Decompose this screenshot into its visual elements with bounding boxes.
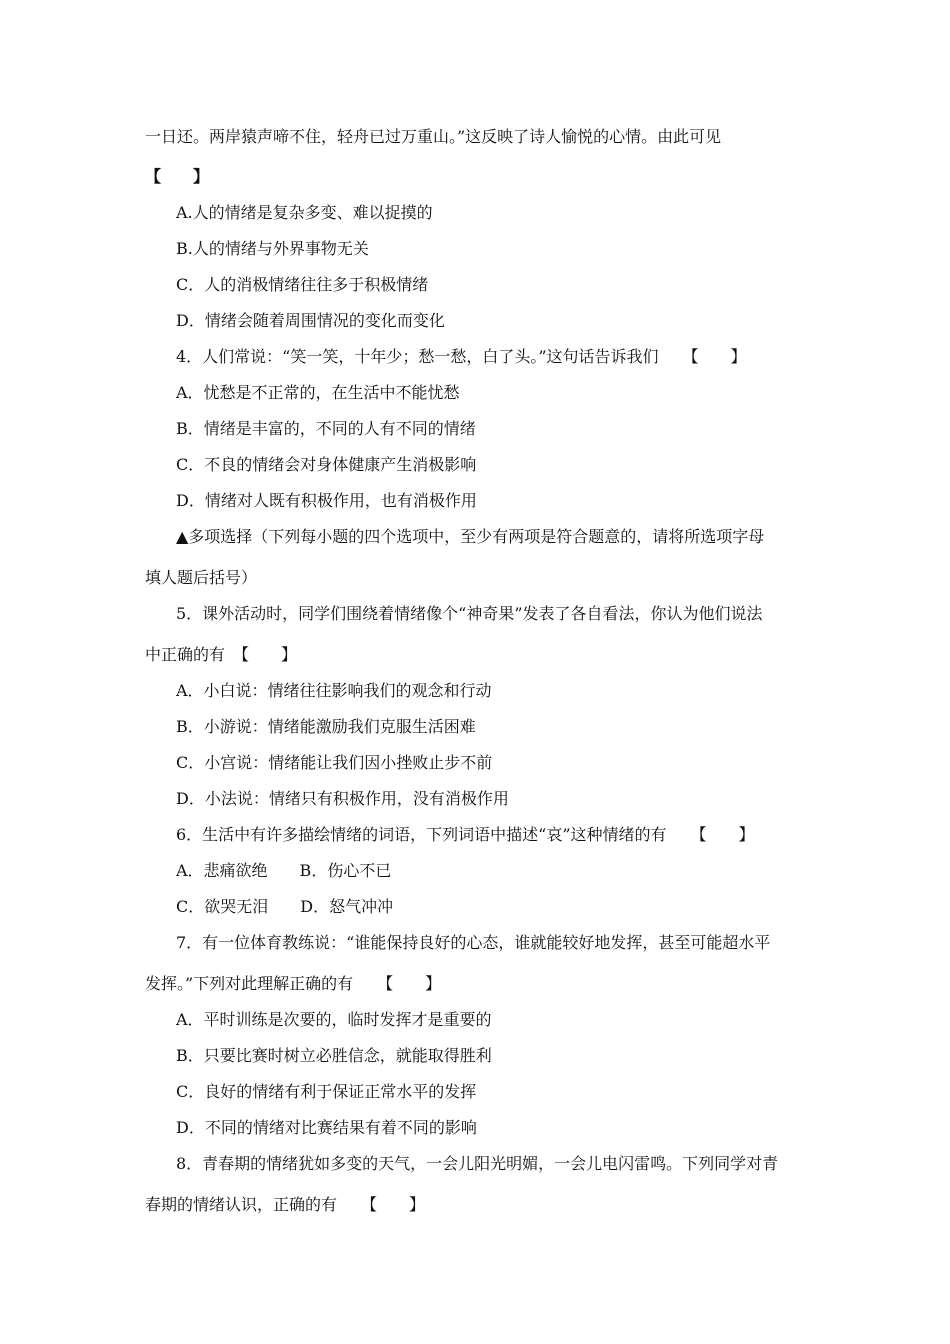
q5-option-b: B．小游说：情绪能激励我们克服生活困难 [176, 717, 476, 736]
q6-stem: 6．生活中有许多描绘情绪的词语，下列词语中描述“哀”这种情绪的有 【 】 [176, 825, 755, 844]
q5-option-a: A．小白说：情绪往往影响我们的观念和行动 [176, 681, 492, 700]
q7-option-d: D．不同的情绪对比赛结果有着不同的影响 [176, 1118, 477, 1137]
q3-option-c: C．人的消极情绪往往多于积极情绪 [176, 275, 429, 294]
q3-option-b: B.人的情绪与外界事物无关 [176, 239, 369, 258]
q3-answer-bracket: 【 】 [145, 167, 210, 186]
q6-options-cd: C．欲哭无泪 D．怒气冲冲 [176, 897, 394, 916]
q7-stem-continued: 发挥。”下列对此理解正确的有 【 】 [145, 974, 442, 993]
q7-stem: 7．有一位体育教练说：“谁能保持良好的心态，谁就能较好地发挥，甚至可能超水平 [176, 933, 771, 952]
q4-option-a: A．忧愁是不正常的，在生活中不能忧愁 [176, 383, 460, 402]
q7-option-a: A．平时训练是次要的，临时发挥才是重要的 [176, 1010, 492, 1029]
q8-stem-continued: 春期的情绪认识，正确的有 【 】 [145, 1195, 426, 1214]
section-heading-continued: 填人题后括号） [145, 568, 258, 587]
q6-options-ab: A．悲痛欲绝 B．伤心不已 [176, 861, 392, 880]
q3-option-a: A.人的情绪是复杂多变、难以捉摸的 [176, 203, 433, 222]
q7-option-c: C．良好的情绪有利于保证正常水平的发挥 [176, 1082, 477, 1101]
q8-stem: 8．青春期的情绪犹如多变的天气，一会儿阳光明媚，一会儿电闪雷鸣。下列同学对青 [176, 1154, 779, 1173]
q4-option-b: B．情绪是丰富的，不同的人有不同的情绪 [176, 419, 476, 438]
q4-option-d: D．情绪对人既有积极作用，也有消极作用 [176, 491, 477, 510]
q5-stem: 5．课外活动时，同学们围绕着情绪像个“神奇果”发表了各自看法，你认为他们说法 [176, 604, 763, 623]
q4-option-c: C．不良的情绪会对身体健康产生消极影响 [176, 455, 477, 474]
q4-stem: 4．人们常说：“笑一笑，十年少；愁一愁，白了头。”这句话告诉我们 【 】 [176, 347, 747, 366]
q3-stem-continued: 一日还。两岸猿声啼不住，轻舟已过万重山。”这反映了诗人愉悦的心情。由此可见 [145, 127, 722, 146]
q7-option-b: B．只要比赛时树立必胜信念，就能取得胜利 [176, 1046, 492, 1065]
q3-option-d: D．情绪会随着周围情况的变化而变化 [176, 311, 445, 330]
q5-option-c: C．小宫说：情绪能让我们因小挫败止步不前 [176, 753, 493, 772]
q5-option-d: D．小法说：情绪只有积极作用，没有消极作用 [176, 789, 509, 808]
q5-stem-continued: 中正确的有 【 】 [145, 645, 298, 664]
section-heading-multiple-choice: ▲多项选择（下列每小题的四个选项中，至少有两项是符合题意的，请将所选项字母 [176, 527, 765, 546]
